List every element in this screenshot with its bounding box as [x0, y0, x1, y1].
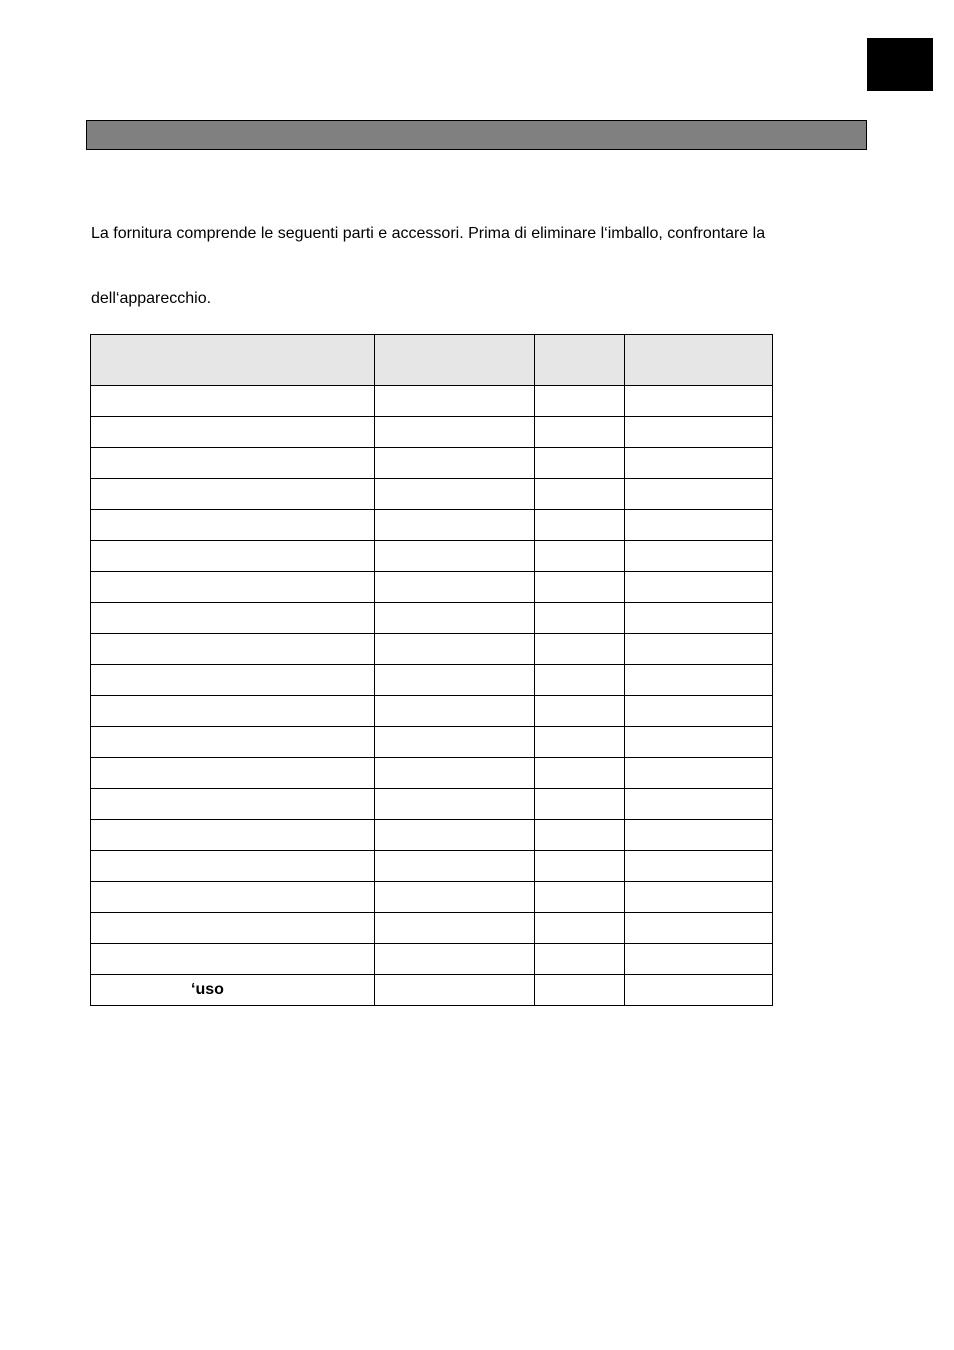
table-cell	[375, 975, 535, 1006]
table-row	[91, 665, 773, 696]
table-cell	[625, 510, 773, 541]
table-cell	[91, 944, 375, 975]
table-cell	[91, 696, 375, 727]
table-cell	[625, 386, 773, 417]
table-cell	[375, 820, 535, 851]
table-cell	[375, 541, 535, 572]
table-cell	[91, 789, 375, 820]
table-row	[91, 696, 773, 727]
table-cell	[535, 696, 625, 727]
table-cell	[375, 696, 535, 727]
table-cell	[625, 696, 773, 727]
table-cell	[91, 386, 375, 417]
table-cell	[535, 820, 625, 851]
table-cell	[625, 758, 773, 789]
table-header-cell	[625, 335, 773, 386]
table-cell	[625, 603, 773, 634]
table-row	[91, 572, 773, 603]
table-cell	[535, 851, 625, 882]
table-cell	[91, 727, 375, 758]
table-cell	[535, 944, 625, 975]
table-cell	[91, 634, 375, 665]
table-cell	[535, 479, 625, 510]
table-cell	[535, 448, 625, 479]
table-row	[91, 851, 773, 882]
table-cell	[535, 913, 625, 944]
table-cell	[375, 789, 535, 820]
table-cell	[375, 882, 535, 913]
table-cell	[625, 789, 773, 820]
table-cell	[91, 820, 375, 851]
intro-paragraph-line-1: La fornitura comprende le seguenti parti e accessori. Prima di eliminare l‘imballo, confrontare la	[91, 225, 766, 242]
table-cell	[91, 479, 375, 510]
table-cell	[535, 789, 625, 820]
table-cell	[625, 944, 773, 975]
table-cell	[535, 603, 625, 634]
table-header-row	[91, 335, 773, 386]
table-cell	[91, 758, 375, 789]
table-row	[91, 417, 773, 448]
table-header-cell	[91, 335, 375, 386]
table-cell	[375, 448, 535, 479]
table-cell	[625, 882, 773, 913]
table-row	[91, 820, 773, 851]
table-cell	[535, 882, 625, 913]
table-cell: ‘uso	[91, 975, 375, 1006]
table-cell	[375, 665, 535, 696]
table-row	[91, 479, 773, 510]
table-cell	[625, 913, 773, 944]
table-cell	[375, 417, 535, 448]
table-cell	[625, 541, 773, 572]
table-cell	[535, 727, 625, 758]
table-cell	[625, 665, 773, 696]
table-cell	[91, 913, 375, 944]
table-row	[91, 758, 773, 789]
table-row	[91, 727, 773, 758]
table-row	[91, 510, 773, 541]
table-cell	[625, 851, 773, 882]
table-row	[91, 944, 773, 975]
table-row	[91, 448, 773, 479]
table-cell	[91, 665, 375, 696]
table-cell	[91, 572, 375, 603]
table-cell	[91, 510, 375, 541]
table-cell	[625, 448, 773, 479]
table-cell	[535, 758, 625, 789]
table-row	[91, 975, 773, 1006]
table-row	[91, 386, 773, 417]
table-cell	[375, 634, 535, 665]
table-cell	[625, 820, 773, 851]
table-cell	[375, 479, 535, 510]
table-cell	[91, 541, 375, 572]
table-row	[91, 634, 773, 665]
table-cell	[375, 572, 535, 603]
table-cell	[375, 603, 535, 634]
table-cell	[625, 572, 773, 603]
table-cell	[535, 386, 625, 417]
table-cell	[535, 417, 625, 448]
parts-table	[90, 334, 773, 1006]
table-row	[91, 789, 773, 820]
parts-table-body	[91, 386, 773, 1006]
table-cell	[535, 634, 625, 665]
table-cell	[375, 386, 535, 417]
intro-paragraph-line-2: dell‘apparecchio.	[91, 290, 212, 307]
table-row	[91, 541, 773, 572]
table-cell	[375, 944, 535, 975]
table-header-cell	[535, 335, 625, 386]
table-header-cell	[375, 335, 535, 386]
table-cell	[535, 572, 625, 603]
table-cell	[535, 510, 625, 541]
table-cell	[91, 851, 375, 882]
table-cell	[625, 417, 773, 448]
table-cell	[625, 479, 773, 510]
table-cell	[375, 510, 535, 541]
table-row	[91, 603, 773, 634]
table-cell	[91, 882, 375, 913]
table-cell	[535, 665, 625, 696]
table-cell	[375, 758, 535, 789]
language-tab-marker	[867, 38, 933, 91]
section-header-bar	[86, 120, 867, 150]
table-row	[91, 913, 773, 944]
table-cell	[375, 913, 535, 944]
table-cell	[91, 448, 375, 479]
table-cell	[625, 975, 773, 1006]
table-cell	[535, 541, 625, 572]
table-cell	[535, 975, 625, 1006]
table-cell	[91, 603, 375, 634]
table-cell	[91, 417, 375, 448]
table-cell	[375, 851, 535, 882]
table-cell	[625, 634, 773, 665]
table-cell	[625, 727, 773, 758]
table-cell	[375, 727, 535, 758]
table-row	[91, 882, 773, 913]
